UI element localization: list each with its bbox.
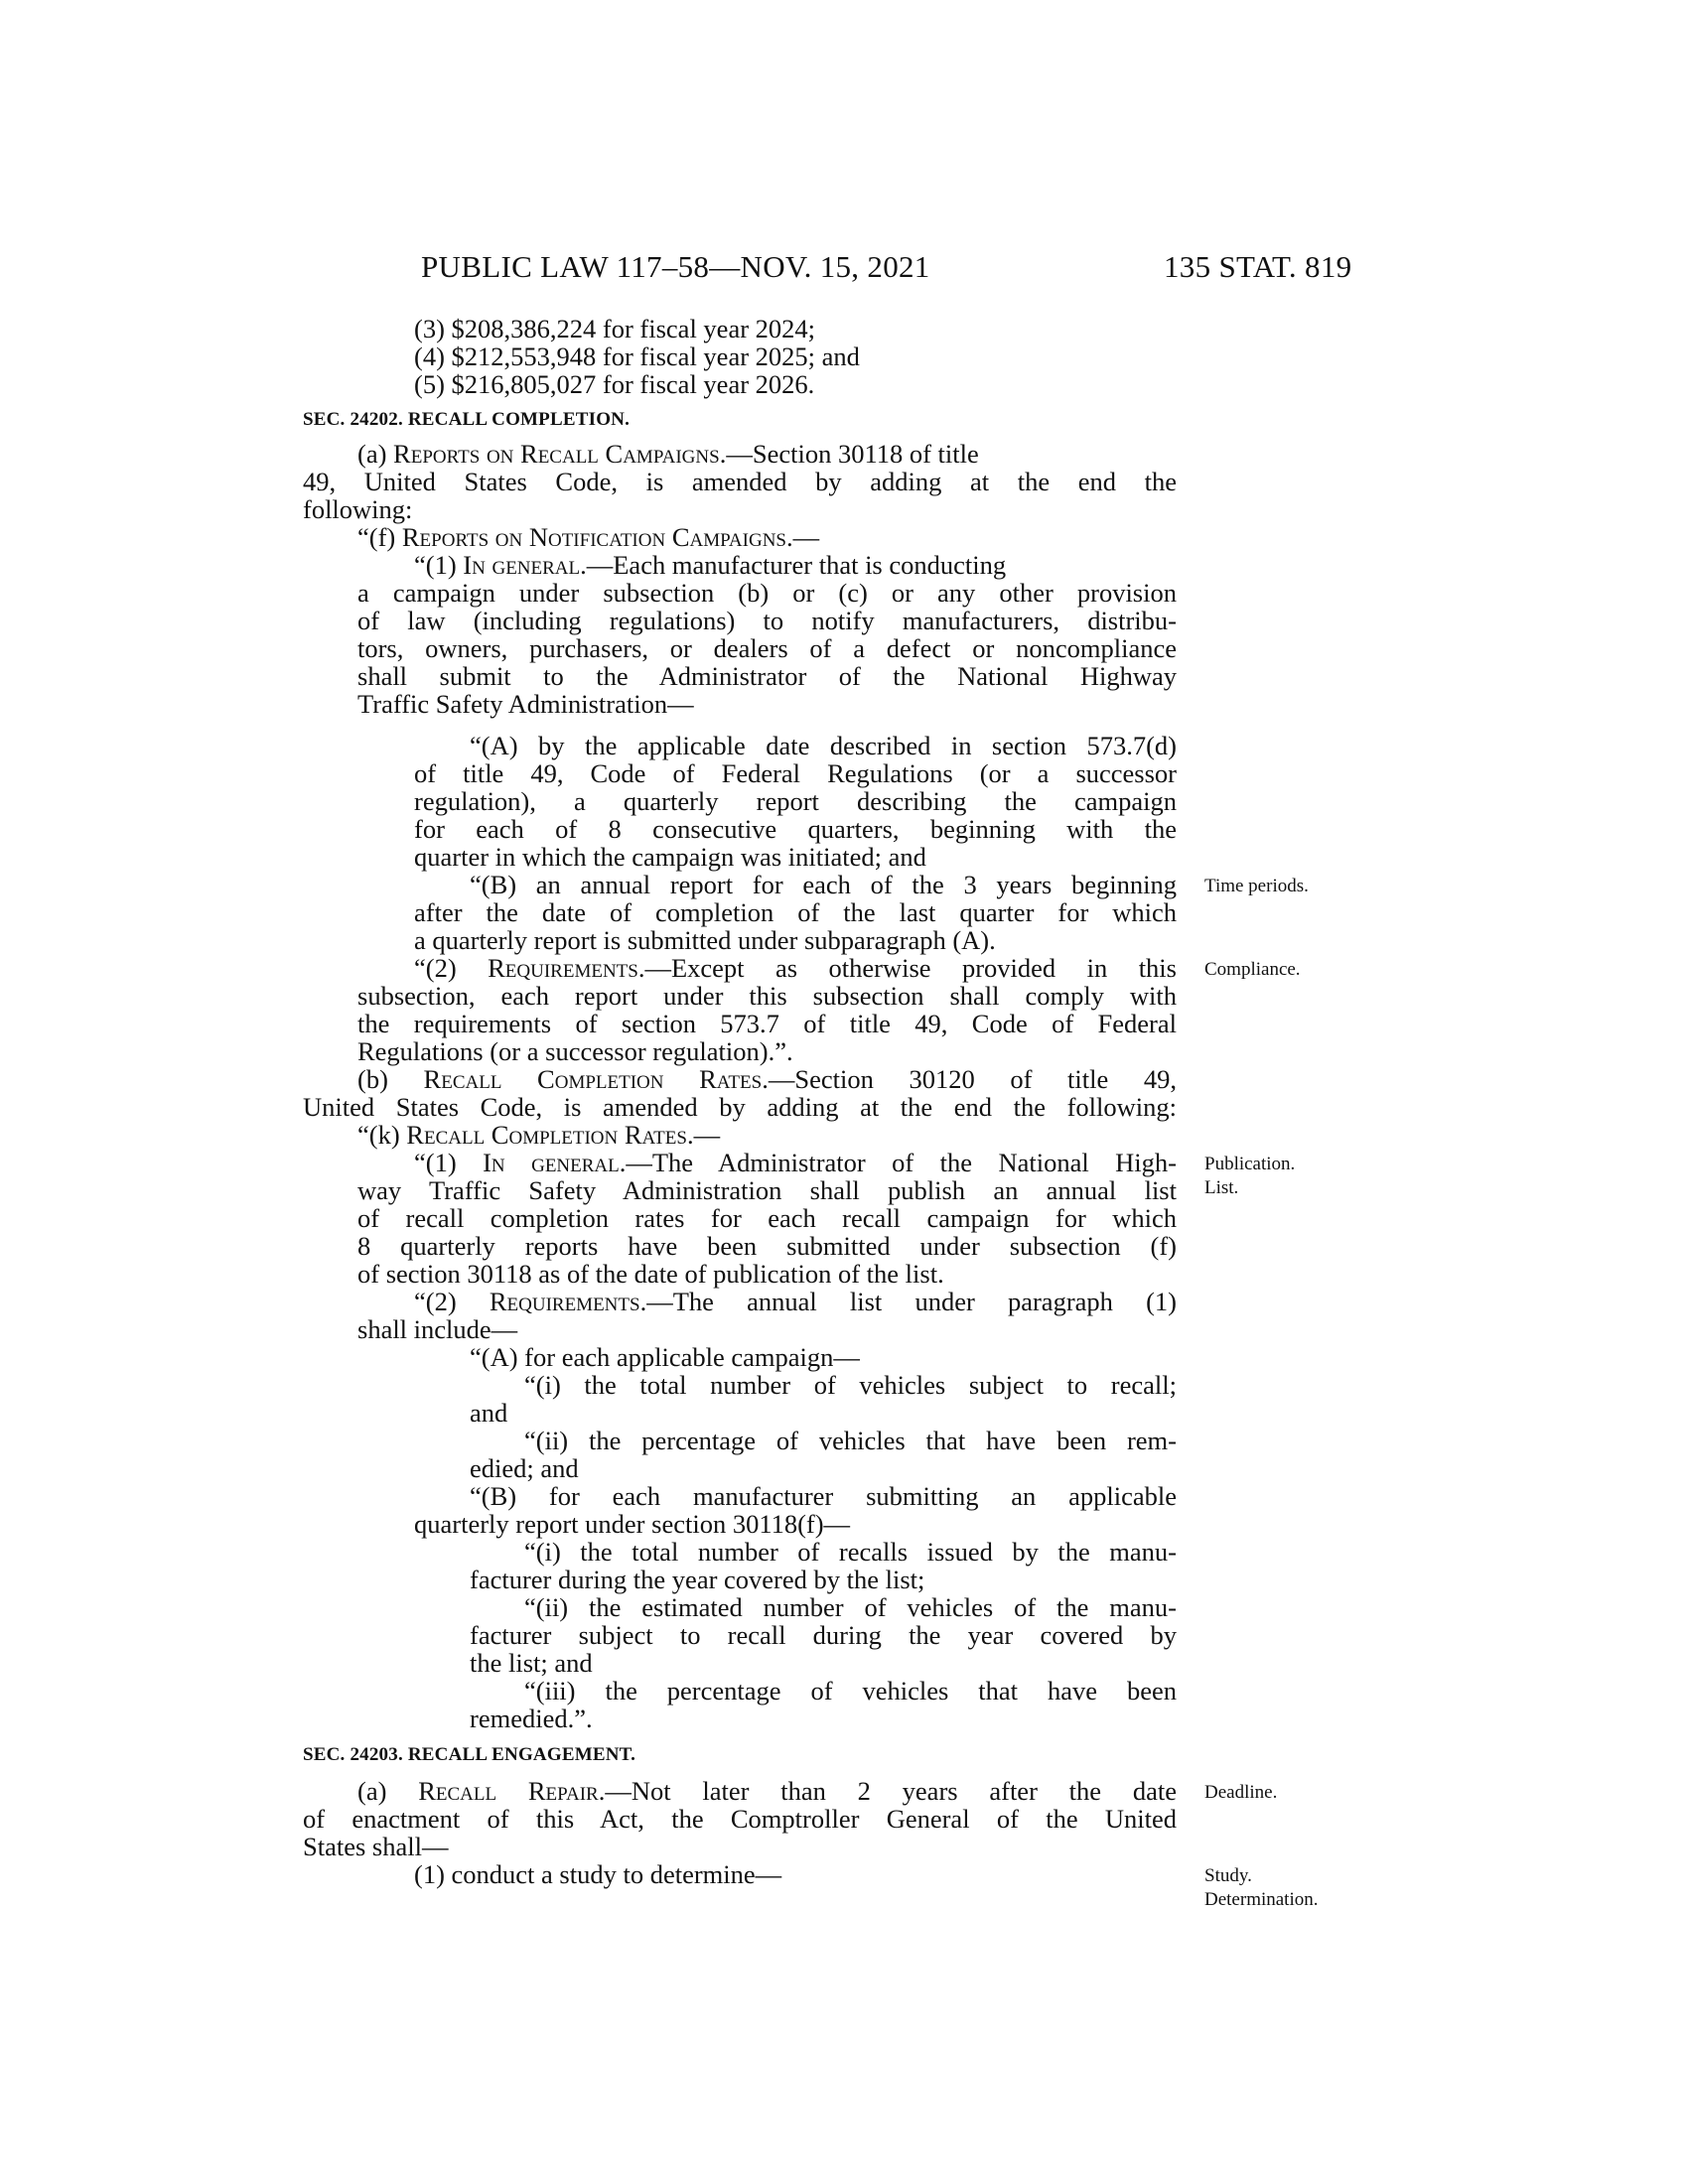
text-line: (3) $208,386,224 for fiscal year 2024;: [414, 314, 816, 343]
text-line: Traffic Safety Administration—: [357, 689, 694, 719]
text-line: “(f) Reports on Notification Campaigns.—: [357, 522, 820, 552]
text-line: “(A) for each applicable campaign—: [470, 1342, 860, 1372]
text-line: shall include—: [357, 1314, 518, 1344]
text-line: and: [470, 1398, 508, 1428]
text-line: “(2) Requirements.—The annual list under paragraph (1): [414, 1287, 1177, 1316]
margin-note: List.: [1204, 1177, 1239, 1198]
public-law-title: PUBLIC LAW 117–58—NOV. 15, 2021: [421, 249, 930, 284]
text-line: of section 30118 as of the date of publication of the list.: [357, 1259, 944, 1289]
text-line: quarterly report under section 30118(f)—: [414, 1509, 851, 1539]
paragraph-heading: Requirements: [489, 1287, 640, 1316]
text-line: the requirements of section 573.7 of title 49, Code of Federal: [357, 1009, 1177, 1038]
paragraph-heading: In general: [463, 550, 581, 580]
text-line: “(i) the total number of recalls issued by the manu-: [524, 1537, 1177, 1567]
text-line: “(B) an annual report for each of the 3 years beginning: [470, 870, 1177, 899]
text-line: (5) $216,805,027 for fiscal year 2026.: [414, 369, 815, 399]
text-line: (a) Reports on Recall Campaigns.—Section 30118 of title: [357, 439, 979, 469]
text-line: “(ii) the estimated number of vehicles of the manu-: [524, 1592, 1177, 1622]
text-line: regulation), a quarterly report describing the campaign: [414, 786, 1177, 816]
text-line: (b) Recall Completion Rates.—Section 30120 of title 49,: [357, 1064, 1177, 1094]
text-line: Regulations (or a successor regulation).”.: [357, 1036, 793, 1066]
subsection-heading: Reports on Recall Campaigns: [393, 439, 720, 469]
text-line: “(i) the total number of vehicles subject to recall;: [524, 1370, 1177, 1400]
margin-note: Time periods.: [1204, 876, 1309, 896]
text-line: of enactment of this Act, the Comptroller General of the United: [303, 1804, 1177, 1834]
text-line: following:: [303, 494, 413, 524]
subsection-heading: Reports on Notification Campaigns: [401, 522, 786, 552]
text-line: “(ii) the percentage of vehicles that have been rem-: [524, 1426, 1177, 1455]
text-line: 49, United States Code, is amended by adding at the end the: [303, 467, 1177, 496]
paragraph-heading: In general: [483, 1148, 620, 1177]
text-line: tors, owners, purchasers, or dealers of a defect or noncompliance: [357, 633, 1177, 663]
section-heading: SEC. 24202. RECALL COMPLETION.: [303, 409, 631, 430]
text-line: “(k) Recall Completion Rates.—: [357, 1120, 721, 1150]
text-line: of law (including regulations) to notify manufacturers, distribu-: [357, 606, 1177, 635]
text-line: edied; and: [470, 1453, 579, 1483]
text-line: of recall completion rates for each recall campaign for which: [357, 1203, 1177, 1233]
section-heading: SEC. 24203. RECALL ENGAGEMENT.: [303, 1744, 636, 1765]
margin-note: Deadline.: [1204, 1782, 1278, 1803]
text-line: after the date of completion of the last quarter for which: [414, 897, 1177, 927]
text-line: way Traffic Safety Administration shall publish an annual list: [357, 1175, 1177, 1205]
text-line: States shall—: [303, 1832, 449, 1861]
text-line: facturer during the year covered by the list;: [470, 1565, 925, 1594]
subsection-heading: Recall Completion Rates: [423, 1064, 763, 1094]
text-line: a campaign under subsection (b) or (c) or any other provision: [357, 578, 1177, 608]
margin-note: Study.: [1204, 1865, 1252, 1886]
text-line: a quarterly report is submitted under subparagraph (A).: [414, 925, 996, 955]
text-line: for each of 8 consecutive quarters, beginning with the: [414, 814, 1177, 844]
subsection-heading: Recall Completion Rates: [406, 1120, 687, 1150]
text-line: remedied.”.: [470, 1704, 593, 1733]
text-line: (a) Recall Repair.—Not later than 2 years after the date: [357, 1776, 1177, 1806]
margin-note: Determination.: [1204, 1889, 1319, 1910]
text-line: “(1) In general.—Each manufacturer that is conducting: [414, 550, 1007, 580]
text-line: “(iii) the percentage of vehicles that have been: [524, 1676, 1177, 1706]
text-line: the list; and: [470, 1648, 593, 1678]
text-line: of title 49, Code of Federal Regulations (or a successor: [414, 758, 1177, 788]
subsection-heading: Recall Repair: [418, 1776, 599, 1806]
text-line: (1) conduct a study to determine—: [414, 1859, 782, 1889]
text-line: shall submit to the Administrator of the National Highway: [357, 661, 1177, 691]
text-line: “(1) In general.—The Administrator of the National High-: [414, 1148, 1177, 1177]
margin-note: Publication.: [1204, 1154, 1296, 1174]
text-line: quarter in which the campaign was initiated; and: [414, 842, 926, 872]
text-line: “(B) for each manufacturer submitting an applicable: [470, 1481, 1177, 1511]
text-line: subsection, each report under this subsection shall comply with: [357, 981, 1177, 1011]
text-line: 8 quarterly reports have been submitted under subsection (f): [357, 1231, 1177, 1261]
paragraph-heading: Requirements: [488, 953, 638, 983]
margin-note: Compliance.: [1204, 959, 1301, 980]
text-line: “(A) by the applicable date described in section 573.7(d): [470, 731, 1177, 760]
text-line: (4) $212,553,948 for fiscal year 2025; and: [414, 341, 860, 371]
statute-page-number: 135 STAT. 819: [1164, 249, 1352, 284]
text-line: facturer subject to recall during the year covered by: [470, 1620, 1177, 1650]
text-line: “(2) Requirements.—Except as otherwise provided in this: [414, 953, 1177, 983]
text-line: United States Code, is amended by adding at the end the following:: [303, 1092, 1177, 1122]
